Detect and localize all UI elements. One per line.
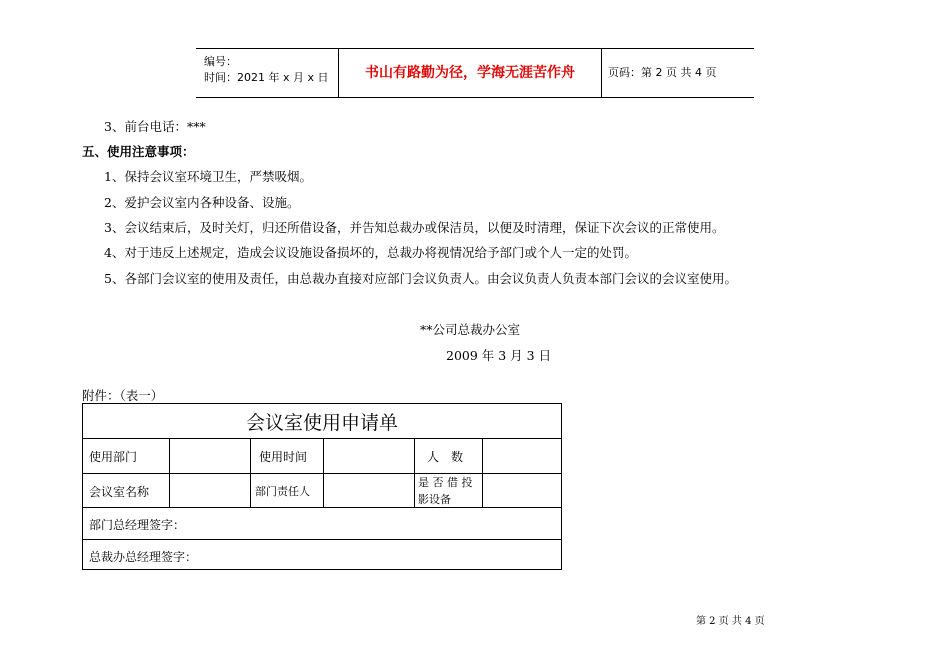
form-row-divider — [83, 438, 561, 439]
attachment-label: 附件：（表一） — [82, 388, 164, 403]
notice-item-4: 4、对于违反上述规定，造成会议设施设备损坏的，总裁办将视情况给予部门或个人一定的处罚。 — [104, 245, 637, 260]
field-label-people: 人 数 — [427, 450, 464, 464]
form-row-divider — [83, 507, 561, 508]
field-label-projector-line1: 是 否 借 投 — [418, 476, 473, 489]
form-col-divider — [323, 438, 324, 507]
header-info-cell — [196, 49, 338, 97]
field-label-dept: 使用部门 — [89, 450, 138, 464]
form-col-divider — [250, 438, 251, 507]
time-label: 时间：2021 年 x 月 x 日 — [204, 71, 329, 84]
form-row-divider — [83, 473, 561, 474]
signature-org: **公司总裁办公室 — [420, 322, 521, 337]
notice-item-3: 3、会议结束后，及时关灯，归还所借设备，并告知总裁办或保洁员，以便及时清理，保证下次会议的正常使用。 — [104, 220, 725, 235]
form-col-divider — [169, 438, 170, 507]
notice-item-1: 1、保持会议室环境卫生，严禁吸烟。 — [104, 169, 312, 184]
signature-date: 2009 年 3 月 3 日 — [446, 348, 552, 363]
field-label-projector-line2: 影设备 — [418, 493, 451, 506]
header-motto: 书山有路勤为径，学海无涯苦作舟 — [338, 49, 602, 97]
field-label-use-time: 使用时间 — [259, 450, 308, 464]
notice-item-2: 2、爱护会议室内各种设备、设施。 — [104, 195, 300, 210]
field-label-dept-head: 部门责任人 — [255, 485, 310, 498]
form-row-divider — [83, 539, 561, 540]
field-label-room-name: 会议室名称 — [89, 485, 150, 499]
notice-item-5: 5、各部门会议室的使用及责任，由总裁办直接对应部门会议负责人。由会议负责人负责本部门会议的会议室使用。 — [104, 271, 737, 286]
page-header — [196, 48, 754, 98]
form-col-divider — [414, 438, 415, 507]
application-form-table — [82, 403, 562, 570]
field-label-ceo-sign: 总裁办总经理签字： — [89, 550, 198, 564]
form-col-divider — [482, 438, 483, 507]
phone-line: 3、前台电话：*** — [104, 119, 206, 134]
page-footer: 第 2 页 共 4 页 — [696, 616, 765, 627]
field-label-gm-sign: 部门总经理签字： — [89, 518, 186, 532]
header-page-label: 页码：第 2 页 共 4 页 — [608, 66, 717, 79]
section-title: 五、使用注意事项： — [82, 144, 195, 159]
form-title: 会议室使用申请单 — [245, 412, 398, 434]
serial-label: 编号： — [204, 55, 237, 68]
